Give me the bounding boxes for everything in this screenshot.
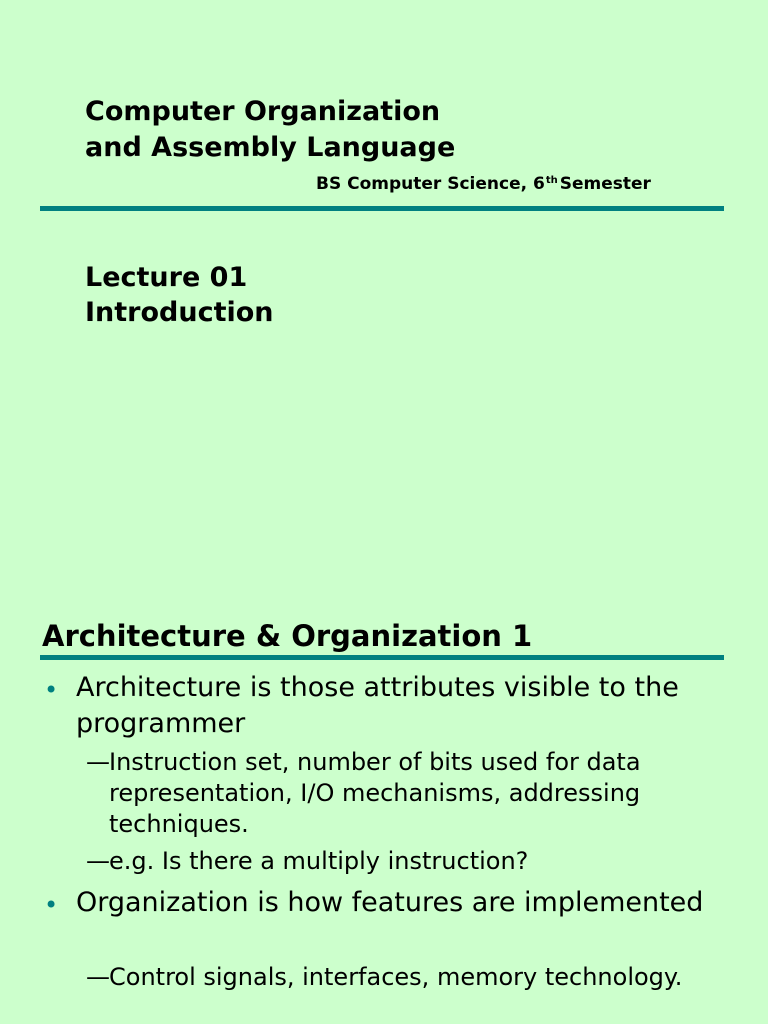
sub-bullet-marker: — — [86, 847, 110, 875]
sub-bullet-text: Instruction set, number of bits used for data representation, I/O mechanisms, addressing techniques. — [109, 748, 641, 838]
slide-title-divider — [40, 655, 724, 660]
sub-bullet-text: e.g. Is there a multiply instruction? — [109, 847, 529, 875]
course-title-line-2: and Assembly Language — [85, 132, 456, 163]
sub-bullet-marker: — — [86, 963, 110, 991]
title-divider — [40, 206, 724, 211]
bullet-text: Architecture is those attributes visible to the programmer — [76, 672, 679, 739]
bullet-marker: • — [44, 891, 59, 919]
content-slide — [0, 600, 768, 1024]
course-title-line-1: Computer Organization — [85, 96, 441, 127]
bullet-marker: • — [44, 676, 59, 704]
lecture-number: Lecture 01 — [85, 262, 248, 293]
sub-bullet-marker: — — [86, 748, 110, 776]
lecture-topic: Introduction — [85, 297, 274, 328]
subtitle-suffix: Semester — [559, 174, 651, 194]
sub-bullet-text: Control signals, interfaces, memory technology. — [109, 963, 683, 991]
bullet-text: Organization is how features are implemented — [76, 887, 704, 918]
subtitle-superscript: th — [545, 175, 558, 186]
subtitle-prefix: BS Computer Science, 6 — [316, 174, 545, 194]
program-subtitle — [316, 174, 651, 194]
slide-title: Architecture & Organization 1 — [42, 619, 533, 653]
